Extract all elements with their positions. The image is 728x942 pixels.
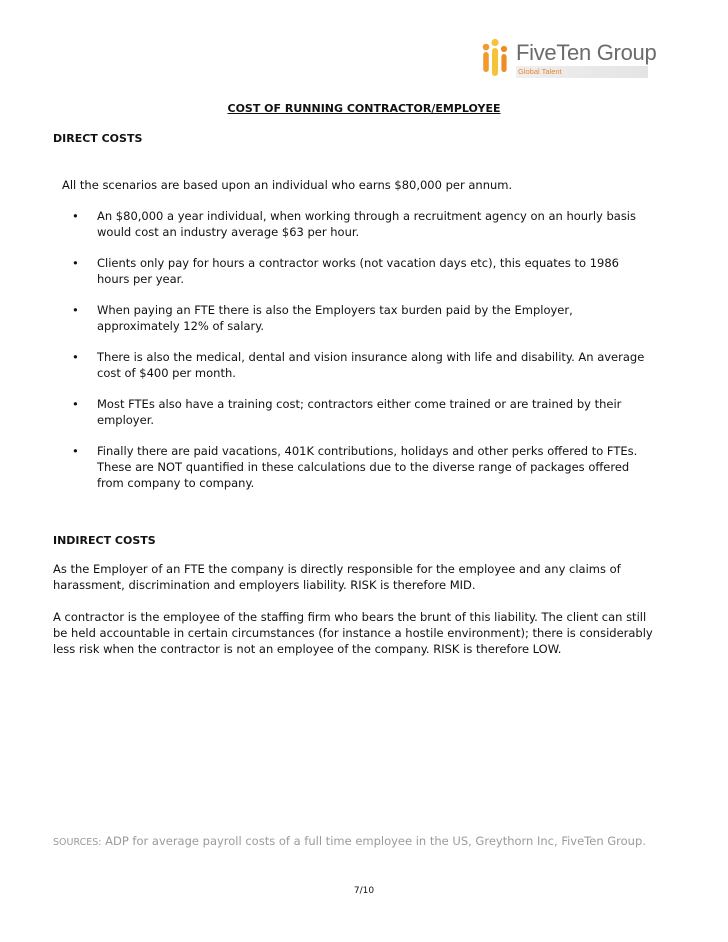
list-item — [53, 349, 653, 381]
list-item — [53, 443, 653, 491]
list-item-text: There is also the medical, dental and vision insurance along with life and disability. An average cost of $400 per month. — [97, 350, 645, 380]
logo-tagline: Global Talent — [516, 66, 648, 78]
list-item — [53, 255, 653, 287]
sources-text: ADP for average payroll costs of a full time employee in the US, Greythorn Inc, FiveTen Group. — [101, 834, 646, 848]
intro-paragraph: All the scenarios are based upon an individual who earns $80,000 per annum. — [62, 178, 513, 192]
direct-costs-list — [53, 208, 653, 506]
list-item-text: Clients only pay for hours a contractor works (not vacation days etc), this equates to 1986 hours per year. — [97, 256, 619, 286]
people-figures-icon — [480, 38, 514, 82]
direct-costs-heading: DIRECT COSTS — [53, 132, 143, 145]
bullet-icon: • — [72, 303, 79, 317]
list-item — [53, 302, 653, 334]
document-title: COST OF RUNNING CONTRACTOR/EMPLOYEE — [227, 102, 501, 115]
list-item-text: When paying an FTE there is also the Employers tax burden paid by the Employer, approximately 12% of salary. — [97, 303, 573, 333]
contractor-risk-paragraph: A contractor is the employee of the staffing firm who bears the brunt of this liability. The client can still be held accountable in certain circumstances (for instance a hostile environment); there is considerably less risk when the contractor is not an employee of the company. RISK is therefore LOW. — [53, 610, 653, 656]
employer-risk-paragraph: As the Employer of an FTE the company is directly responsible for the employee and any claims of harassment, discrimination and employers liability. RISK is therefore MID. — [53, 562, 621, 592]
list-item-text: Finally there are paid vacations, 401K contributions, holidays and other perks offered to FTEs. These are NOT quantified in these calculations due to the diverse range of packages offered from company to company. — [97, 444, 638, 490]
company-logo — [480, 38, 655, 82]
list-item-text: Most FTEs also have a training cost; contractors either come trained or are trained by their employer. — [97, 397, 622, 427]
bullet-icon: • — [72, 350, 79, 364]
list-item — [53, 396, 653, 428]
sources-label: SOURCES: — [53, 837, 102, 848]
sources-note — [53, 833, 653, 851]
page-number: 7/10 — [353, 886, 375, 896]
bullet-icon: • — [72, 209, 79, 223]
bullet-icon: • — [72, 444, 79, 458]
bullet-icon: • — [72, 397, 79, 411]
list-item-text: An $80,000 a year individual, when working through a recruitment agency on an hourly basis would cost an industry average $63 per hour. — [97, 209, 636, 239]
indirect-costs-heading: INDIRECT COSTS — [53, 534, 156, 547]
list-item — [53, 208, 653, 240]
logo-wordmark: FiveTen Group — [516, 40, 657, 65]
bullet-icon: • — [72, 256, 79, 270]
